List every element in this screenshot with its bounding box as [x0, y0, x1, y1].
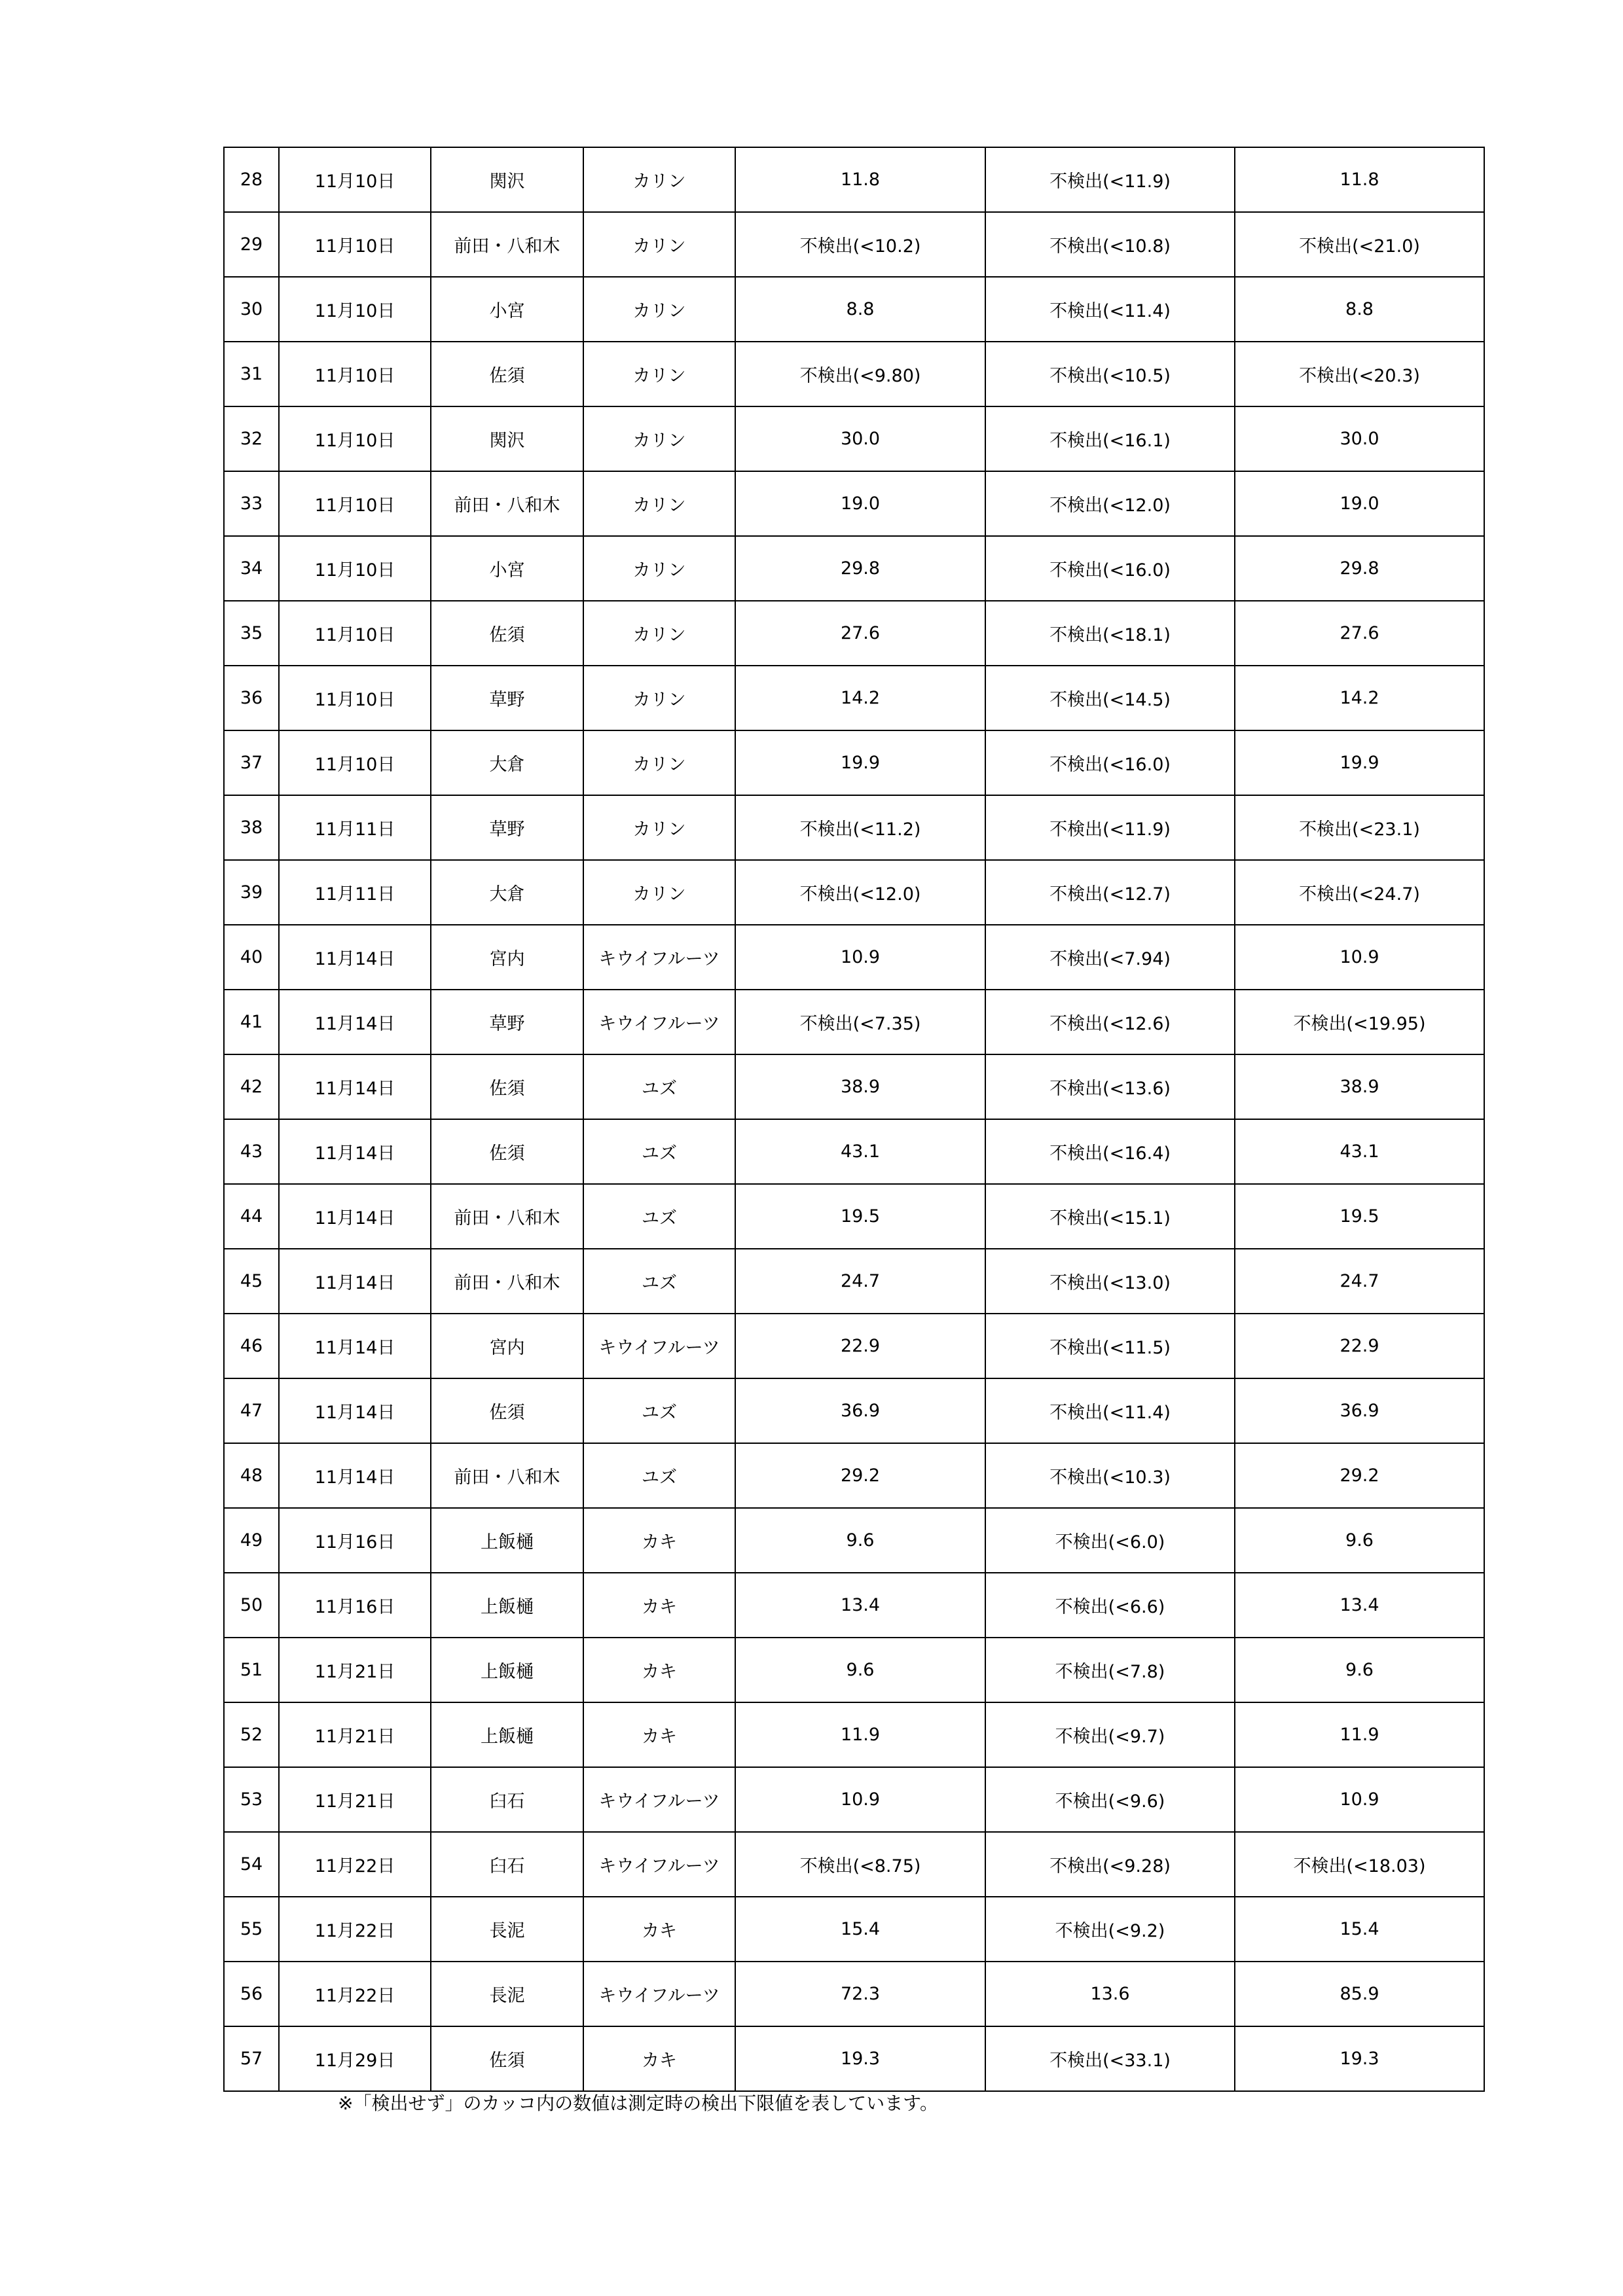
table-row [224, 147, 1484, 212]
date-cell: 11月11日 [279, 795, 431, 860]
location-cell: 佐須 [431, 1119, 583, 1184]
value-cell-1: 29.8 [735, 536, 985, 601]
value-cell-2: 不検出(<11.5) [985, 1314, 1235, 1378]
date-cell: 11月10日 [279, 666, 431, 730]
row-number: 55 [224, 1897, 279, 1962]
location-cell: 前田・八和木 [431, 1443, 583, 1508]
date-cell: 11月10日 [279, 342, 431, 406]
value-cell-2: 不検出(<13.0) [985, 1249, 1235, 1314]
total-cell: 不検出(<24.7) [1235, 860, 1484, 925]
footnote: ※「検出せず」のカッコ内の数値は測定時の検出下限値を表しています。 [338, 2092, 938, 2114]
date-cell: 11月16日 [279, 1508, 431, 1573]
value-cell-1: 15.4 [735, 1897, 985, 1962]
total-cell: 19.9 [1235, 730, 1484, 795]
row-number: 51 [224, 1638, 279, 1702]
table-row [224, 1897, 1484, 1962]
table-row [224, 1378, 1484, 1443]
row-number: 49 [224, 1508, 279, 1573]
value-cell-1: 不検出(<9.80) [735, 342, 985, 406]
row-number: 33 [224, 471, 279, 536]
item-cell: カリン [583, 342, 735, 406]
location-cell: 臼石 [431, 1767, 583, 1832]
row-number: 43 [224, 1119, 279, 1184]
total-cell: 9.6 [1235, 1508, 1484, 1573]
row-number: 38 [224, 795, 279, 860]
value-cell-2: 不検出(<6.6) [985, 1573, 1235, 1638]
value-cell-2: 不検出(<13.6) [985, 1054, 1235, 1119]
location-cell: 長泥 [431, 1897, 583, 1962]
location-cell: 関沢 [431, 147, 583, 212]
total-cell: 15.4 [1235, 1897, 1484, 1962]
table-row [224, 990, 1484, 1054]
total-cell: 30.0 [1235, 406, 1484, 471]
item-cell: カキ [583, 1897, 735, 1962]
value-cell-2: 不検出(<16.0) [985, 536, 1235, 601]
date-cell: 11月29日 [279, 2026, 431, 2091]
location-cell: 上飯樋 [431, 1508, 583, 1573]
table-row [224, 666, 1484, 730]
total-cell: 8.8 [1235, 277, 1484, 342]
date-cell: 11月14日 [279, 1054, 431, 1119]
date-cell: 11月10日 [279, 406, 431, 471]
item-cell: キウイフルーツ [583, 1767, 735, 1832]
value-cell-1: 29.2 [735, 1443, 985, 1508]
row-number: 52 [224, 1702, 279, 1767]
location-cell: 佐須 [431, 601, 583, 666]
location-cell: 草野 [431, 990, 583, 1054]
item-cell: カリン [583, 277, 735, 342]
value-cell-1: 36.9 [735, 1378, 985, 1443]
item-cell: カリン [583, 471, 735, 536]
value-cell-2: 不検出(<12.7) [985, 860, 1235, 925]
table-row [224, 1119, 1484, 1184]
value-cell-1: 19.9 [735, 730, 985, 795]
table-row [224, 212, 1484, 277]
item-cell: ユズ [583, 1443, 735, 1508]
location-cell: 佐須 [431, 1054, 583, 1119]
value-cell-2: 不検出(<16.0) [985, 730, 1235, 795]
total-cell: 24.7 [1235, 1249, 1484, 1314]
value-cell-2: 不検出(<12.0) [985, 471, 1235, 536]
date-cell: 11月10日 [279, 147, 431, 212]
table-row [224, 471, 1484, 536]
value-cell-2: 不検出(<12.6) [985, 990, 1235, 1054]
value-cell-2: 不検出(<16.1) [985, 406, 1235, 471]
value-cell-1: 10.9 [735, 925, 985, 990]
value-cell-1: 不検出(<11.2) [735, 795, 985, 860]
value-cell-2: 不検出(<9.6) [985, 1767, 1235, 1832]
value-cell-1: 11.8 [735, 147, 985, 212]
value-cell-2: 不検出(<10.5) [985, 342, 1235, 406]
table-row [224, 406, 1484, 471]
total-cell: 9.6 [1235, 1638, 1484, 1702]
total-cell: 29.8 [1235, 536, 1484, 601]
row-number: 44 [224, 1184, 279, 1249]
date-cell: 11月11日 [279, 860, 431, 925]
item-cell: ユズ [583, 1184, 735, 1249]
location-cell: 草野 [431, 795, 583, 860]
table-row [224, 1702, 1484, 1767]
item-cell: カリン [583, 601, 735, 666]
location-cell: 小宮 [431, 536, 583, 601]
location-cell: 長泥 [431, 1962, 583, 2026]
item-cell: カリン [583, 730, 735, 795]
date-cell: 11月14日 [279, 1119, 431, 1184]
item-cell: ユズ [583, 1119, 735, 1184]
total-cell: 14.2 [1235, 666, 1484, 730]
row-number: 28 [224, 147, 279, 212]
total-cell: 85.9 [1235, 1962, 1484, 2026]
location-cell: 前田・八和木 [431, 212, 583, 277]
date-cell: 11月10日 [279, 212, 431, 277]
item-cell: キウイフルーツ [583, 1962, 735, 2026]
item-cell: キウイフルーツ [583, 990, 735, 1054]
location-cell: 上飯樋 [431, 1638, 583, 1702]
table-row [224, 1508, 1484, 1573]
row-number: 54 [224, 1832, 279, 1897]
value-cell-2: 不検出(<11.9) [985, 147, 1235, 212]
value-cell-1: 不検出(<7.35) [735, 990, 985, 1054]
value-cell-1: 9.6 [735, 1508, 985, 1573]
value-cell-1: 30.0 [735, 406, 985, 471]
table-row [224, 1638, 1484, 1702]
table-row [224, 536, 1484, 601]
date-cell: 11月14日 [279, 1314, 431, 1378]
table-row [224, 925, 1484, 990]
row-number: 41 [224, 990, 279, 1054]
value-cell-1: 43.1 [735, 1119, 985, 1184]
total-cell: 38.9 [1235, 1054, 1484, 1119]
total-cell: 43.1 [1235, 1119, 1484, 1184]
total-cell: 不検出(<23.1) [1235, 795, 1484, 860]
item-cell: カリン [583, 536, 735, 601]
table-row [224, 601, 1484, 666]
table-row [224, 1314, 1484, 1378]
value-cell-1: 9.6 [735, 1638, 985, 1702]
table-row [224, 1767, 1484, 1832]
date-cell: 11月14日 [279, 1249, 431, 1314]
value-cell-2: 不検出(<10.8) [985, 212, 1235, 277]
value-cell-1: 24.7 [735, 1249, 985, 1314]
value-cell-2: 不検出(<18.1) [985, 601, 1235, 666]
table-row [224, 1249, 1484, 1314]
row-number: 31 [224, 342, 279, 406]
row-number: 42 [224, 1054, 279, 1119]
date-cell: 11月10日 [279, 277, 431, 342]
item-cell: カキ [583, 1638, 735, 1702]
value-cell-1: 27.6 [735, 601, 985, 666]
row-number: 30 [224, 277, 279, 342]
item-cell: カキ [583, 1508, 735, 1573]
location-cell: 大倉 [431, 860, 583, 925]
results-table [223, 147, 1485, 2092]
location-cell: 前田・八和木 [431, 471, 583, 536]
value-cell-2: 不検出(<7.94) [985, 925, 1235, 990]
total-cell: 11.8 [1235, 147, 1484, 212]
value-cell-2: 不検出(<6.0) [985, 1508, 1235, 1573]
row-number: 57 [224, 2026, 279, 2091]
total-cell: 不検出(<18.03) [1235, 1832, 1484, 1897]
item-cell: ユズ [583, 1249, 735, 1314]
location-cell: 前田・八和木 [431, 1184, 583, 1249]
date-cell: 11月14日 [279, 990, 431, 1054]
date-cell: 11月22日 [279, 1962, 431, 2026]
item-cell: カリン [583, 795, 735, 860]
total-cell: 36.9 [1235, 1378, 1484, 1443]
value-cell-2: 13.6 [985, 1962, 1235, 2026]
table-row [224, 1962, 1484, 2026]
value-cell-2: 不検出(<11.9) [985, 795, 1235, 860]
location-cell: 佐須 [431, 1378, 583, 1443]
value-cell-2: 不検出(<11.4) [985, 1378, 1235, 1443]
table-row [224, 730, 1484, 795]
location-cell: 草野 [431, 666, 583, 730]
row-number: 29 [224, 212, 279, 277]
date-cell: 11月21日 [279, 1638, 431, 1702]
date-cell: 11月21日 [279, 1767, 431, 1832]
value-cell-2: 不検出(<14.5) [985, 666, 1235, 730]
value-cell-1: 38.9 [735, 1054, 985, 1119]
date-cell: 11月14日 [279, 1184, 431, 1249]
value-cell-2: 不検出(<7.8) [985, 1638, 1235, 1702]
value-cell-1: 22.9 [735, 1314, 985, 1378]
value-cell-1: 不検出(<8.75) [735, 1832, 985, 1897]
location-cell: 上飯樋 [431, 1573, 583, 1638]
table-row [224, 795, 1484, 860]
total-cell: 13.4 [1235, 1573, 1484, 1638]
table-row [224, 2026, 1484, 2091]
total-cell: 10.9 [1235, 925, 1484, 990]
item-cell: キウイフルーツ [583, 1314, 735, 1378]
value-cell-2: 不検出(<33.1) [985, 2026, 1235, 2091]
table-row [224, 860, 1484, 925]
value-cell-1: 不検出(<12.0) [735, 860, 985, 925]
total-cell: 10.9 [1235, 1767, 1484, 1832]
value-cell-1: 不検出(<10.2) [735, 212, 985, 277]
value-cell-1: 19.5 [735, 1184, 985, 1249]
location-cell: 小宮 [431, 277, 583, 342]
row-number: 45 [224, 1249, 279, 1314]
item-cell: カリン [583, 406, 735, 471]
row-number: 56 [224, 1962, 279, 2026]
total-cell: 27.6 [1235, 601, 1484, 666]
date-cell: 11月10日 [279, 730, 431, 795]
item-cell: カキ [583, 2026, 735, 2091]
total-cell: 22.9 [1235, 1314, 1484, 1378]
date-cell: 11月22日 [279, 1832, 431, 1897]
row-number: 48 [224, 1443, 279, 1508]
date-cell: 11月21日 [279, 1702, 431, 1767]
value-cell-1: 72.3 [735, 1962, 985, 2026]
row-number: 37 [224, 730, 279, 795]
row-number: 46 [224, 1314, 279, 1378]
total-cell: 19.5 [1235, 1184, 1484, 1249]
row-number: 39 [224, 860, 279, 925]
total-cell: 不検出(<19.95) [1235, 990, 1484, 1054]
item-cell: キウイフルーツ [583, 1832, 735, 1897]
location-cell: 臼石 [431, 1832, 583, 1897]
date-cell: 11月14日 [279, 1378, 431, 1443]
value-cell-1: 11.9 [735, 1702, 985, 1767]
row-number: 36 [224, 666, 279, 730]
value-cell-2: 不検出(<9.7) [985, 1702, 1235, 1767]
value-cell-1: 14.2 [735, 666, 985, 730]
date-cell: 11月10日 [279, 601, 431, 666]
row-number: 50 [224, 1573, 279, 1638]
total-cell: 19.3 [1235, 2026, 1484, 2091]
value-cell-2: 不検出(<9.28) [985, 1832, 1235, 1897]
item-cell: カリン [583, 666, 735, 730]
total-cell: 19.0 [1235, 471, 1484, 536]
value-cell-2: 不検出(<11.4) [985, 277, 1235, 342]
total-cell: 11.9 [1235, 1702, 1484, 1767]
total-cell: 29.2 [1235, 1443, 1484, 1508]
value-cell-1: 13.4 [735, 1573, 985, 1638]
date-cell: 11月10日 [279, 471, 431, 536]
row-number: 32 [224, 406, 279, 471]
row-number: 40 [224, 925, 279, 990]
table-row [224, 1184, 1484, 1249]
item-cell: カキ [583, 1702, 735, 1767]
table-row [224, 1573, 1484, 1638]
item-cell: カリン [583, 212, 735, 277]
value-cell-2: 不検出(<9.2) [985, 1897, 1235, 1962]
item-cell: カリン [583, 147, 735, 212]
location-cell: 佐須 [431, 342, 583, 406]
table-row [224, 342, 1484, 406]
item-cell: カリン [583, 860, 735, 925]
item-cell: ユズ [583, 1054, 735, 1119]
date-cell: 11月14日 [279, 1443, 431, 1508]
row-number: 34 [224, 536, 279, 601]
date-cell: 11月10日 [279, 536, 431, 601]
table-row [224, 1443, 1484, 1508]
date-cell: 11月16日 [279, 1573, 431, 1638]
total-cell: 不検出(<21.0) [1235, 212, 1484, 277]
value-cell-1: 8.8 [735, 277, 985, 342]
item-cell: ユズ [583, 1378, 735, 1443]
location-cell: 上飯樋 [431, 1702, 583, 1767]
date-cell: 11月14日 [279, 925, 431, 990]
value-cell-2: 不検出(<15.1) [985, 1184, 1235, 1249]
item-cell: カキ [583, 1573, 735, 1638]
total-cell: 不検出(<20.3) [1235, 342, 1484, 406]
value-cell-2: 不検出(<16.4) [985, 1119, 1235, 1184]
location-cell: 宮内 [431, 1314, 583, 1378]
row-number: 53 [224, 1767, 279, 1832]
location-cell: 佐須 [431, 2026, 583, 2091]
value-cell-1: 10.9 [735, 1767, 985, 1832]
table-body [224, 147, 1484, 2091]
row-number: 35 [224, 601, 279, 666]
value-cell-1: 19.0 [735, 471, 985, 536]
location-cell: 前田・八和木 [431, 1249, 583, 1314]
location-cell: 大倉 [431, 730, 583, 795]
location-cell: 関沢 [431, 406, 583, 471]
table-row [224, 1832, 1484, 1897]
location-cell: 宮内 [431, 925, 583, 990]
table-row [224, 1054, 1484, 1119]
value-cell-1: 19.3 [735, 2026, 985, 2091]
value-cell-2: 不検出(<10.3) [985, 1443, 1235, 1508]
item-cell: キウイフルーツ [583, 925, 735, 990]
table-row [224, 277, 1484, 342]
date-cell: 11月22日 [279, 1897, 431, 1962]
row-number: 47 [224, 1378, 279, 1443]
